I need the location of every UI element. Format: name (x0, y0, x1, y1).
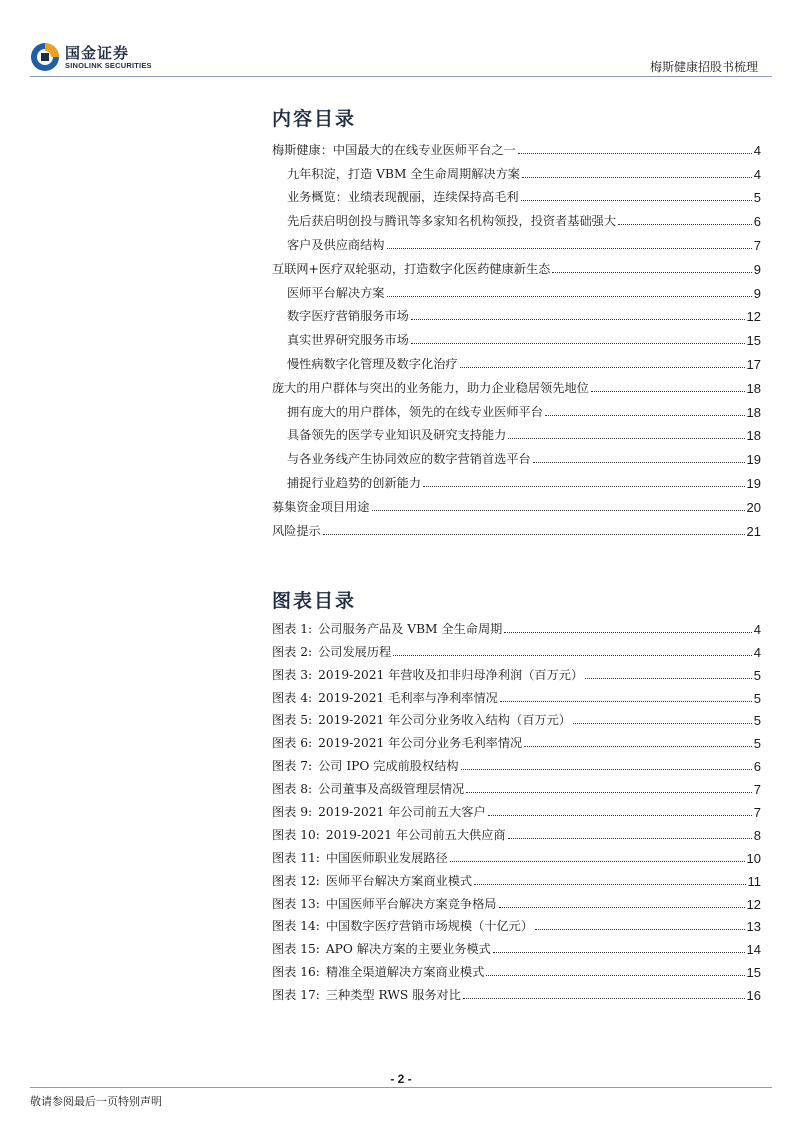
toc-entry[interactable] (272, 229, 761, 253)
toc-entry[interactable] (272, 348, 761, 372)
figure-entry-title: 2019-2021 年公司分业务收入结构（百万元） (318, 713, 571, 728)
leader-dots (411, 343, 745, 344)
figure-entry-label: 图表 16: (272, 965, 320, 980)
figure-entry-page: 15 (746, 965, 761, 981)
figure-entry-label: 图表 15: (272, 942, 320, 957)
leader-dots (508, 838, 752, 839)
leader-dots (499, 907, 745, 908)
toc-entry-page: 7 (753, 237, 761, 253)
logo-english-name: SINOLINK SECURITIES (65, 61, 152, 70)
toc-entry[interactable] (272, 182, 761, 206)
leader-dots (488, 815, 752, 816)
toc-entry[interactable] (272, 396, 761, 420)
figure-entry-page: 5 (753, 713, 761, 729)
figure-entry[interactable] (272, 637, 761, 660)
figure-entry-title: 公司发展历程 (318, 644, 392, 659)
figure-entry-label: 图表 9: (272, 805, 313, 820)
leader-dots (372, 510, 745, 511)
toc-entry-page: 17 (746, 356, 761, 372)
figure-entry-title: 中国医师平台解决方案竞争格局 (325, 896, 497, 911)
figure-entry-label: 图表 6: (272, 736, 313, 751)
figures-heading: 图表目录 (272, 590, 357, 612)
figure-entry[interactable] (272, 843, 761, 866)
leader-dots (545, 415, 745, 416)
leader-dots (535, 929, 744, 930)
toc-entry-title: 募集资金项目用途 (272, 499, 370, 514)
toc-entry-title: 具备领先的医学专业知识及研究支持能力 (287, 428, 507, 443)
toc-entry[interactable] (272, 277, 761, 301)
toc-entry-title: 业务概览：业绩表现靓丽，连续保持高毛利 (287, 190, 519, 205)
toc-entry-page: 4 (753, 142, 761, 158)
toc-entry[interactable] (272, 491, 761, 515)
logo-chinese-name: 国金证券 (65, 44, 130, 62)
figure-entry-title: 公司服务产品及 VBM 全生命周期 (318, 621, 503, 636)
toc-entry-page: 4 (753, 166, 761, 182)
figure-entry-title: 2019-2021 年营收及扣非归母净利润（百万元） (318, 667, 584, 682)
figure-entry-title: APO 解决方案的主要业务模式 (325, 942, 491, 957)
figure-entry-label: 图表 5: (272, 713, 313, 728)
figure-entry[interactable] (272, 797, 761, 820)
toc-entry[interactable] (272, 205, 761, 229)
toc-entry[interactable] (272, 467, 761, 491)
figure-entry-title: 公司董事及高级管理层情况 (318, 782, 465, 797)
toc-entry-page: 5 (753, 190, 761, 206)
figure-entry-page: 5 (753, 690, 761, 706)
figure-entry-label: 图表 2: (272, 644, 313, 659)
figure-entry-title: 精准全渠道解决方案商业模式 (325, 965, 485, 980)
leader-dots (463, 998, 745, 999)
figure-entry[interactable] (272, 751, 761, 774)
leader-dots (323, 534, 745, 535)
toc-entry-page: 21 (746, 523, 761, 539)
disclaimer-note: 敬请参阅最后一页特别声明 (30, 1095, 162, 1108)
figure-entry-label: 图表 1: (272, 621, 313, 636)
header-divider (30, 76, 772, 77)
sinolink-logo-icon (30, 42, 60, 72)
toc-entry-title: 风险提示 (272, 523, 321, 538)
figure-entry-title: 三种类型 RWS 服务对比 (325, 988, 461, 1003)
leader-dots (461, 769, 752, 770)
figure-entry-page: 11 (747, 873, 761, 889)
figure-entry-title: 2019-2021 年公司分业务毛利率情况 (318, 736, 523, 751)
figure-entry[interactable] (272, 934, 761, 957)
figure-entry-title: 中国数字医疗营销市场规模（十亿元） (325, 919, 534, 934)
figure-entry-page: 8 (753, 827, 761, 843)
figure-entry-title: 公司 IPO 完成前股权结构 (318, 759, 459, 774)
toc-entry-title: 数字医疗营销服务市场 (287, 309, 409, 324)
toc-entry-title: 梅斯健康：中国最大的在线专业医师平台之一 (272, 142, 516, 157)
leader-dots (508, 438, 744, 439)
leader-dots (411, 319, 745, 320)
figure-entry-page: 13 (746, 919, 761, 935)
toc-entry-page: 15 (746, 333, 761, 349)
figure-entry-page: 4 (753, 621, 761, 637)
toc-entry-title: 慢性病数字化管理及数字化治疗 (287, 356, 458, 371)
figure-entry-title: 医师平台解决方案商业模式 (325, 873, 473, 888)
toc-heading: 内容目录 (272, 108, 357, 130)
toc-entry-title: 先后获启明创投与腾讯等多家知名机构领投，投资者基础强大 (287, 214, 617, 229)
figure-entry-page: 10 (746, 850, 761, 866)
toc-entry-title: 真实世界研究服务市场 (287, 333, 409, 348)
page-header (0, 0, 802, 80)
toc-entry-page: 18 (746, 404, 761, 420)
leader-dots (387, 296, 752, 297)
toc-entry-title: 庞大的用户群体与突出的业务能力，助力企业稳居领先地位 (272, 380, 589, 395)
figure-entry[interactable] (272, 706, 761, 729)
figure-entry-label: 图表 14: (272, 919, 320, 934)
toc-entry-page: 19 (746, 475, 761, 491)
figure-entry[interactable] (272, 774, 761, 797)
leader-dots (522, 177, 752, 178)
toc-entry-page: 6 (753, 214, 761, 230)
leader-dots (573, 723, 752, 724)
toc-entry[interactable] (272, 443, 761, 467)
leader-dots (521, 200, 752, 201)
toc-entry-page: 20 (746, 499, 761, 515)
leader-dots (450, 861, 745, 862)
toc-entry-page: 9 (753, 261, 761, 277)
leader-dots (504, 632, 751, 633)
leader-dots (493, 952, 745, 953)
toc-entry[interactable] (272, 253, 761, 277)
sinolink-logo (30, 42, 150, 72)
leader-dots (552, 272, 751, 273)
figure-entry-label: 图表 17: (272, 988, 320, 1003)
figure-entry-page: 7 (753, 805, 761, 821)
toc-list (272, 134, 761, 539)
figure-entry-title: 2019-2021 年公司前五大客户 (318, 805, 486, 820)
figure-entry-label: 图表 3: (272, 667, 313, 682)
page-number: - 2 - (390, 1072, 412, 1086)
toc-entry-page: 18 (746, 428, 761, 444)
toc-entry[interactable] (272, 301, 761, 325)
figure-entry[interactable] (272, 866, 761, 889)
toc-entry-page: 9 (753, 285, 761, 301)
leader-dots (466, 792, 751, 793)
figure-entry-title: 中国医师职业发展路径 (325, 850, 448, 865)
figure-entry-label: 图表 7: (272, 759, 313, 774)
toc-entry-title: 拥有庞大的用户群体，领先的在线专业医师平台 (287, 404, 543, 419)
leader-dots (474, 884, 745, 885)
leader-dots (387, 248, 752, 249)
toc-entry[interactable] (272, 515, 761, 539)
toc-entry[interactable] (272, 158, 761, 182)
figure-entry-label: 图表 4: (272, 690, 313, 705)
toc-entry[interactable] (272, 134, 761, 158)
leader-dots (518, 153, 752, 154)
figure-entry-label: 图表 8: (272, 782, 313, 797)
toc-entry-title: 捕捉行业趋势的创新能力 (287, 475, 422, 490)
figure-entry-label: 图表 12: (272, 873, 320, 888)
figure-entry-label: 图表 10: (272, 827, 320, 842)
document-title: 梅斯健康招股书梳理 (649, 60, 758, 74)
leader-dots (500, 701, 752, 702)
toc-entry-page: 19 (746, 452, 761, 468)
leader-dots (393, 655, 752, 656)
toc-entry-title: 九年积淀，打造 VBM 全生命周期解决方案 (287, 166, 520, 181)
toc-entry[interactable] (272, 324, 761, 348)
toc-entry-title: 与各业务线产生协同效应的数字营销首选平台 (287, 452, 531, 467)
figure-entry[interactable] (272, 957, 761, 980)
toc-entry[interactable] (272, 420, 761, 444)
figure-entry-title: 2019-2021 年公司前五大供应商 (325, 827, 506, 842)
footer-divider (30, 1087, 772, 1088)
toc-entry[interactable] (272, 372, 761, 396)
leader-dots (533, 462, 745, 463)
figure-entry[interactable] (272, 912, 761, 935)
figure-entry-label: 图表 11: (272, 850, 320, 865)
toc-entry-page: 18 (746, 380, 761, 396)
toc-entry-title: 客户及供应商结构 (287, 237, 385, 252)
figure-entry[interactable] (272, 980, 761, 1003)
figure-entry[interactable] (272, 660, 761, 683)
figure-entry[interactable] (272, 728, 761, 751)
leader-dots (460, 367, 745, 368)
leader-dots (423, 486, 744, 487)
toc-entry-title: 互联网+医疗双轮驱动，打造数字化医药健康新生态 (272, 261, 551, 276)
figure-entry-page: 4 (753, 644, 761, 660)
figure-entry-page: 16 (746, 988, 761, 1004)
figure-entry[interactable] (272, 614, 761, 637)
toc-entry-title: 医师平台解决方案 (287, 285, 385, 300)
figure-entry-page: 5 (753, 736, 761, 752)
figure-entry-title: 2019-2021 毛利率与净利率情况 (318, 690, 498, 705)
figure-entry[interactable] (272, 683, 761, 706)
leader-dots (591, 391, 745, 392)
figure-entry[interactable] (272, 820, 761, 843)
figure-entry-page: 5 (753, 667, 761, 683)
figure-entry-page: 6 (753, 759, 761, 775)
figure-entry-page: 14 (746, 942, 761, 958)
figure-list (272, 614, 761, 1003)
toc-entry-page: 12 (746, 309, 761, 325)
leader-dots (486, 975, 744, 976)
figure-entry-page: 12 (746, 896, 761, 912)
figure-entry-label: 图表 13: (272, 896, 320, 911)
figure-entry[interactable] (272, 889, 761, 912)
figure-entry-page: 7 (753, 782, 761, 798)
leader-dots (618, 224, 752, 225)
leader-dots (585, 678, 752, 679)
leader-dots (524, 746, 752, 747)
